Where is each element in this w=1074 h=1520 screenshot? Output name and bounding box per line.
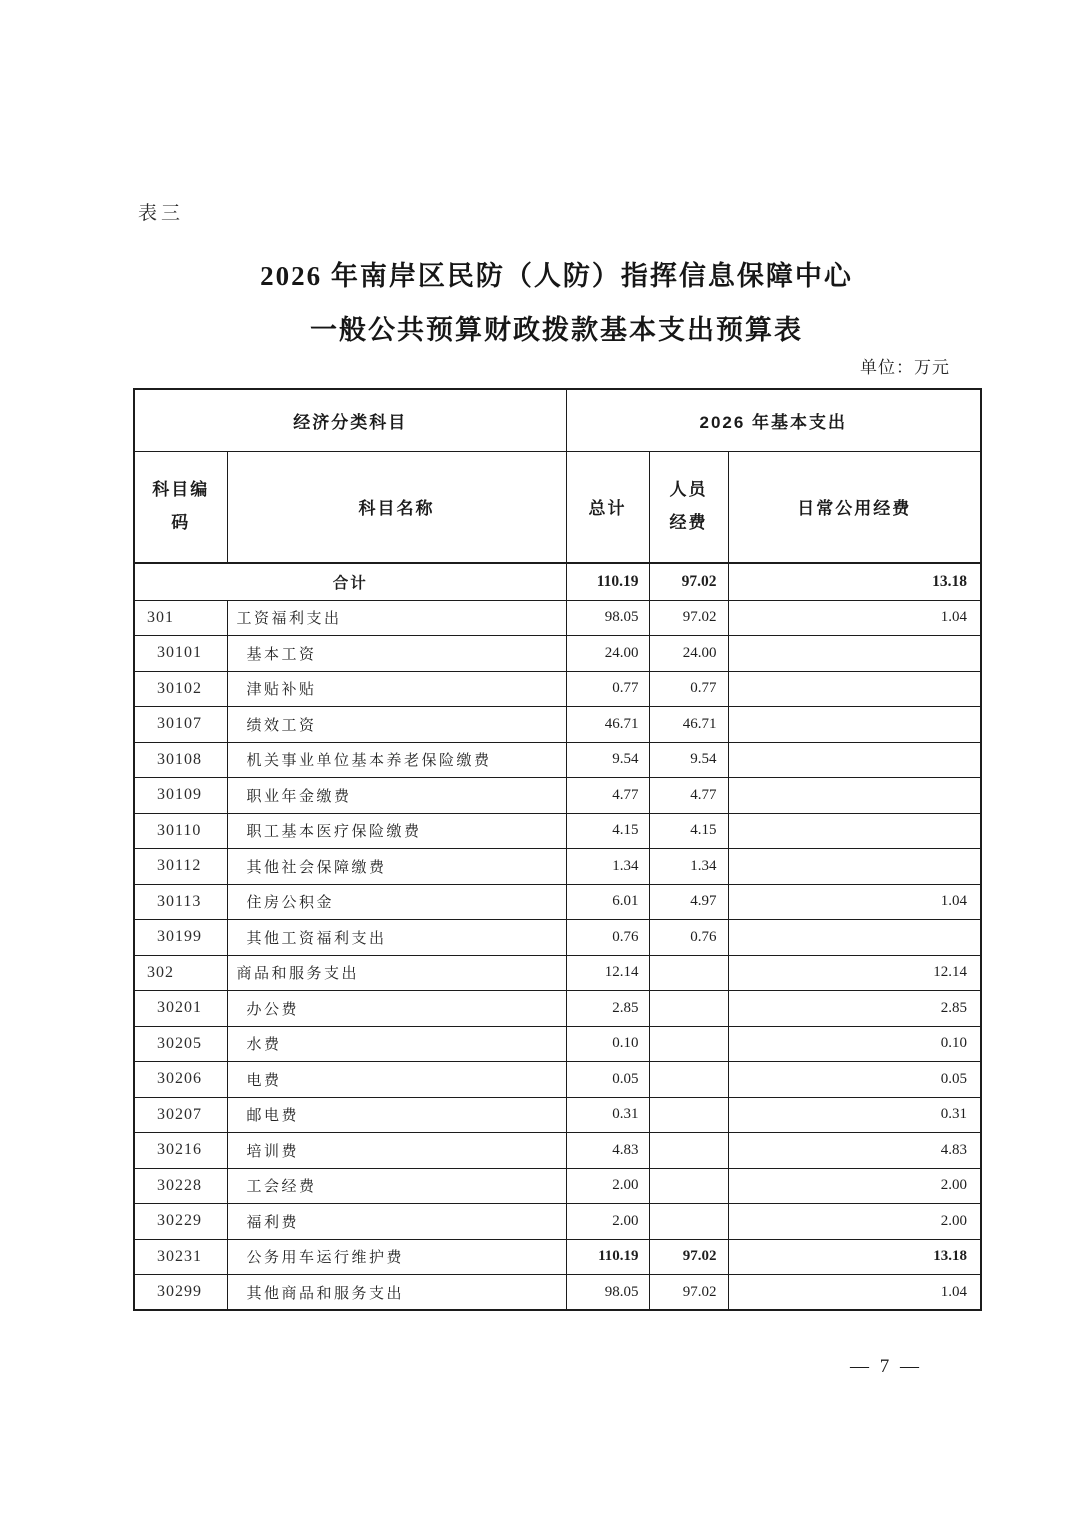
table-row bbox=[134, 600, 981, 636]
total-cell: 9.54 bbox=[566, 742, 649, 778]
table-row bbox=[134, 813, 981, 849]
code-cell: 30231 bbox=[134, 1239, 227, 1275]
name-cell: 住房公积金 bbox=[227, 884, 566, 920]
code-cell: 30107 bbox=[134, 707, 227, 743]
personnel-cell: 97.02 bbox=[649, 1275, 728, 1311]
code-cell: 30110 bbox=[134, 813, 227, 849]
header-col-code bbox=[134, 451, 227, 563]
total-row-daily: 13.18 bbox=[728, 563, 981, 600]
total-cell: 4.77 bbox=[566, 778, 649, 814]
name-cell: 培训费 bbox=[227, 1133, 566, 1169]
code-cell: 301 bbox=[134, 600, 227, 636]
table-row bbox=[134, 636, 981, 672]
total-cell: 2.00 bbox=[566, 1204, 649, 1240]
header-col-personnel-line2: 经费 bbox=[669, 512, 708, 532]
code-cell: 30207 bbox=[134, 1097, 227, 1133]
unit-note: 单位：万元 bbox=[860, 358, 950, 377]
name-cell: 水费 bbox=[227, 1026, 566, 1062]
code-cell: 30228 bbox=[134, 1168, 227, 1204]
personnel-cell bbox=[649, 1062, 728, 1098]
name-cell: 邮电费 bbox=[227, 1097, 566, 1133]
total-cell: 2.85 bbox=[566, 991, 649, 1027]
daily-cell: 0.10 bbox=[728, 1026, 981, 1062]
total-cell: 0.31 bbox=[566, 1097, 649, 1133]
name-cell: 职工基本医疗保险缴费 bbox=[227, 813, 566, 849]
header-group-row bbox=[134, 389, 981, 451]
name-cell: 工会经费 bbox=[227, 1168, 566, 1204]
table-row bbox=[134, 1204, 981, 1240]
daily-cell: 1.04 bbox=[728, 600, 981, 636]
code-cell: 30108 bbox=[134, 742, 227, 778]
personnel-cell bbox=[649, 1204, 728, 1240]
total-cell: 4.83 bbox=[566, 1133, 649, 1169]
personnel-cell: 0.76 bbox=[649, 920, 728, 956]
total-cell: 0.77 bbox=[566, 671, 649, 707]
daily-cell: 1.04 bbox=[728, 1275, 981, 1311]
document-title-line2: 一般公共预算财政拨款基本支出预算表 bbox=[310, 315, 803, 345]
table-row bbox=[134, 884, 981, 920]
code-cell: 30216 bbox=[134, 1133, 227, 1169]
header-group-economic: 经济分类科目 bbox=[134, 389, 566, 451]
page-number: — 7 — bbox=[850, 1356, 922, 1377]
code-cell: 30299 bbox=[134, 1275, 227, 1311]
personnel-cell bbox=[649, 955, 728, 991]
document-title-line1: 2026 年南岸区民防（人防）指挥信息保障中心 bbox=[260, 261, 853, 291]
personnel-cell: 97.02 bbox=[649, 1239, 728, 1275]
header-col-name: 科目名称 bbox=[227, 451, 566, 563]
total-row-total: 110.19 bbox=[566, 563, 649, 600]
name-cell: 其他工资福利支出 bbox=[227, 920, 566, 956]
table-row bbox=[134, 671, 981, 707]
name-cell: 绩效工资 bbox=[227, 707, 566, 743]
table-row bbox=[134, 1239, 981, 1275]
header-col-daily: 日常公用经费 bbox=[728, 451, 981, 563]
daily-cell: 0.31 bbox=[728, 1097, 981, 1133]
personnel-cell bbox=[649, 1097, 728, 1133]
personnel-cell bbox=[649, 1026, 728, 1062]
total-row-label: 合计 bbox=[134, 563, 566, 600]
total-cell: 2.00 bbox=[566, 1168, 649, 1204]
budget-table bbox=[133, 388, 982, 1311]
personnel-cell bbox=[649, 991, 728, 1027]
daily-cell: 4.83 bbox=[728, 1133, 981, 1169]
code-cell: 30199 bbox=[134, 920, 227, 956]
table-label: 表三 bbox=[138, 203, 185, 224]
total-cell: 0.10 bbox=[566, 1026, 649, 1062]
name-cell: 办公费 bbox=[227, 991, 566, 1027]
header-col-total: 总计 bbox=[566, 451, 649, 563]
code-cell: 30205 bbox=[134, 1026, 227, 1062]
name-cell: 其他商品和服务支出 bbox=[227, 1275, 566, 1311]
table-row bbox=[134, 707, 981, 743]
name-cell: 电费 bbox=[227, 1062, 566, 1098]
table-row bbox=[134, 920, 981, 956]
table-row bbox=[134, 955, 981, 991]
header-col-personnel-line1: 人员 bbox=[669, 480, 708, 500]
code-cell: 30102 bbox=[134, 671, 227, 707]
daily-cell bbox=[728, 778, 981, 814]
table-row bbox=[134, 1062, 981, 1098]
daily-cell bbox=[728, 849, 981, 885]
personnel-cell: 97.02 bbox=[649, 600, 728, 636]
table-row bbox=[134, 1133, 981, 1169]
daily-cell: 2.00 bbox=[728, 1204, 981, 1240]
table-row bbox=[134, 1275, 981, 1311]
total-row-personnel: 97.02 bbox=[649, 563, 728, 600]
total-cell: 110.19 bbox=[566, 1239, 649, 1275]
daily-cell bbox=[728, 671, 981, 707]
table-row bbox=[134, 1097, 981, 1133]
daily-cell bbox=[728, 813, 981, 849]
total-cell: 24.00 bbox=[566, 636, 649, 672]
header-columns-row bbox=[134, 451, 981, 563]
daily-cell bbox=[728, 707, 981, 743]
daily-cell: 13.18 bbox=[728, 1239, 981, 1275]
name-cell: 其他社会保障缴费 bbox=[227, 849, 566, 885]
personnel-cell: 24.00 bbox=[649, 636, 728, 672]
header-col-code-line2: 码 bbox=[171, 512, 191, 532]
personnel-cell bbox=[649, 1168, 728, 1204]
daily-cell: 0.05 bbox=[728, 1062, 981, 1098]
table-header bbox=[134, 389, 981, 563]
table-row bbox=[134, 991, 981, 1027]
total-row bbox=[134, 563, 981, 600]
table-row bbox=[134, 742, 981, 778]
header-col-code-line1: 科目编 bbox=[152, 480, 210, 500]
total-cell: 0.05 bbox=[566, 1062, 649, 1098]
total-cell: 46.71 bbox=[566, 707, 649, 743]
daily-cell bbox=[728, 920, 981, 956]
daily-cell bbox=[728, 636, 981, 672]
code-cell: 30112 bbox=[134, 849, 227, 885]
personnel-cell: 4.97 bbox=[649, 884, 728, 920]
name-cell: 福利费 bbox=[227, 1204, 566, 1240]
total-cell: 4.15 bbox=[566, 813, 649, 849]
table-row bbox=[134, 1026, 981, 1062]
table-body bbox=[134, 563, 981, 1310]
code-cell: 30101 bbox=[134, 636, 227, 672]
daily-cell: 2.85 bbox=[728, 991, 981, 1027]
personnel-cell: 4.77 bbox=[649, 778, 728, 814]
name-cell: 工资福利支出 bbox=[227, 600, 566, 636]
total-cell: 0.76 bbox=[566, 920, 649, 956]
header-group-basic-expenditure: 2026 年基本支出 bbox=[566, 389, 981, 451]
code-cell: 302 bbox=[134, 955, 227, 991]
total-cell: 6.01 bbox=[566, 884, 649, 920]
header-col-personnel bbox=[649, 451, 728, 563]
personnel-cell bbox=[649, 1133, 728, 1169]
total-cell: 1.34 bbox=[566, 849, 649, 885]
total-cell: 98.05 bbox=[566, 1275, 649, 1311]
daily-cell bbox=[728, 742, 981, 778]
name-cell: 津贴补贴 bbox=[227, 671, 566, 707]
code-cell: 30109 bbox=[134, 778, 227, 814]
personnel-cell: 1.34 bbox=[649, 849, 728, 885]
code-cell: 30229 bbox=[134, 1204, 227, 1240]
table-row bbox=[134, 778, 981, 814]
name-cell: 职业年金缴费 bbox=[227, 778, 566, 814]
personnel-cell: 0.77 bbox=[649, 671, 728, 707]
name-cell: 公务用车运行维护费 bbox=[227, 1239, 566, 1275]
name-cell: 机关事业单位基本养老保险缴费 bbox=[227, 742, 566, 778]
daily-cell: 2.00 bbox=[728, 1168, 981, 1204]
daily-cell: 1.04 bbox=[728, 884, 981, 920]
name-cell: 基本工资 bbox=[227, 636, 566, 672]
name-cell: 商品和服务支出 bbox=[227, 955, 566, 991]
daily-cell: 12.14 bbox=[728, 955, 981, 991]
total-cell: 12.14 bbox=[566, 955, 649, 991]
total-cell: 98.05 bbox=[566, 600, 649, 636]
table-row bbox=[134, 1168, 981, 1204]
table-row bbox=[134, 849, 981, 885]
personnel-cell: 4.15 bbox=[649, 813, 728, 849]
code-cell: 30206 bbox=[134, 1062, 227, 1098]
code-cell: 30201 bbox=[134, 991, 227, 1027]
personnel-cell: 9.54 bbox=[649, 742, 728, 778]
code-cell: 30113 bbox=[134, 884, 227, 920]
personnel-cell: 46.71 bbox=[649, 707, 728, 743]
